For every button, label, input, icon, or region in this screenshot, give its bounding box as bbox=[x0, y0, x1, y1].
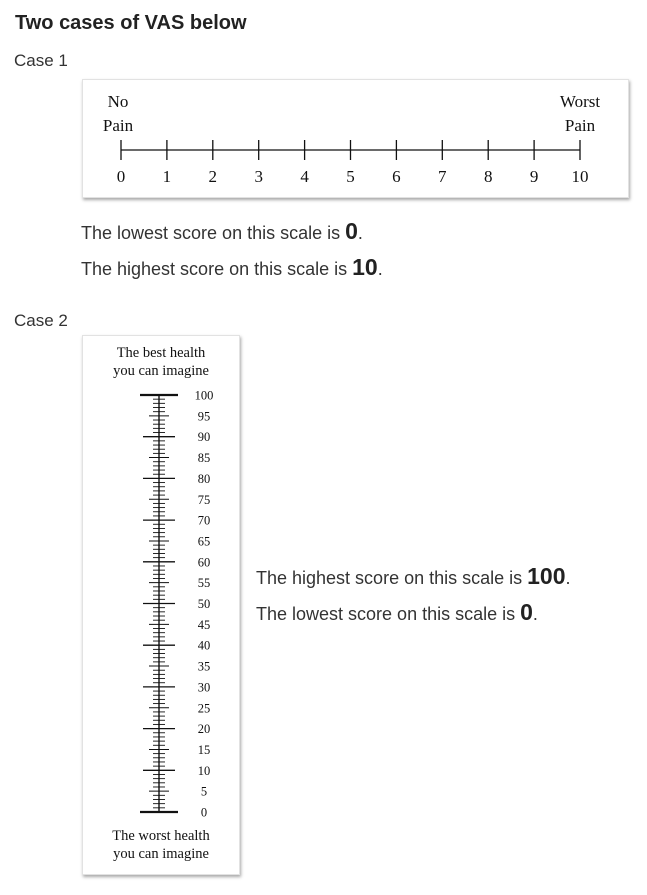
case1-scale-tick-label: 3 bbox=[254, 167, 263, 186]
case2-highest-value: 100 bbox=[527, 563, 566, 589]
case2-scale-tick-label: 40 bbox=[197, 638, 211, 653]
case1-statement-highest-suffix: . bbox=[377, 259, 383, 279]
case2-statement-lowest-text: The lowest score on this scale is bbox=[256, 604, 521, 624]
case2-top-anchor-line2: you can imagine bbox=[113, 363, 209, 379]
case1-statement-highest bbox=[81, 254, 383, 281]
case2-scale-tick-label: 30 bbox=[197, 680, 211, 695]
case2-scale-tick-label: 45 bbox=[197, 617, 211, 632]
case2-statement-highest bbox=[256, 563, 571, 590]
case2-top-anchor-line1: The best health bbox=[116, 345, 206, 361]
case1-scale-tick-label: 1 bbox=[162, 167, 172, 186]
case2-vas-card bbox=[82, 335, 240, 875]
case2-scale-tick-label: 70 bbox=[197, 513, 211, 528]
case1-scale-tick-label: 5 bbox=[346, 167, 355, 186]
case2-scale-tick-label: 75 bbox=[197, 492, 211, 507]
case2-statement-lowest-suffix: . bbox=[532, 604, 538, 624]
case1-scale-tick-label: 4 bbox=[300, 167, 309, 186]
case2-scale-tick-label: 55 bbox=[197, 576, 211, 591]
page-heading: Two cases of VAS below bbox=[15, 12, 247, 34]
case1-scale-tick-label: 10 bbox=[571, 167, 589, 186]
case2-statement-highest-suffix: . bbox=[565, 568, 571, 588]
case1-statement-lowest-text: The lowest score on this scale is bbox=[81, 223, 346, 243]
case2-scale-tick-label: 10 bbox=[197, 763, 211, 778]
case1-statement-highest-text: The highest score on this scale is bbox=[81, 259, 353, 279]
case2-scale-tick-label: 5 bbox=[200, 784, 208, 799]
case1-statement-lowest bbox=[81, 218, 363, 245]
case1-scale-tick-label: 0 bbox=[116, 167, 126, 186]
case1-vas-card bbox=[82, 79, 629, 198]
case1-lowest-value: 0 bbox=[345, 218, 358, 244]
case1-right-anchor-line2: Pain bbox=[564, 116, 596, 135]
case2-statement-highest-text: The highest score on this scale is bbox=[256, 568, 528, 588]
case2-scale-tick-label: 90 bbox=[197, 430, 211, 445]
case1-scale-tick-label: 9 bbox=[529, 167, 539, 186]
case1-left-anchor-line1: No bbox=[107, 92, 129, 111]
case2-scale-tick-label: 50 bbox=[197, 597, 211, 611]
case1-scale-tick-label: 6 bbox=[392, 167, 401, 186]
case2-scale-tick-label: 15 bbox=[197, 742, 211, 757]
case1-right-anchor-line1: Worst bbox=[559, 92, 601, 111]
case1-label: Case 1 bbox=[14, 51, 68, 70]
case2-label: Case 2 bbox=[14, 311, 68, 330]
case1-scale-tick-label: 8 bbox=[483, 167, 493, 186]
case1-statement-lowest-suffix: . bbox=[357, 223, 363, 243]
case2-bottom-anchor-line2: you can imagine bbox=[113, 846, 209, 862]
case1-left-anchor-line2: Pain bbox=[102, 116, 134, 135]
case2-bottom-anchor bbox=[83, 827, 239, 863]
case2-scale-tick-label: 0 bbox=[200, 805, 208, 820]
case2-vertical-scale bbox=[83, 336, 239, 874]
case1-scale-tick-label: 7 bbox=[438, 167, 447, 186]
case1-scale-tick-label: 2 bbox=[208, 167, 218, 186]
case2-scale-tick-label: 35 bbox=[197, 659, 211, 674]
case2-scale-tick-label: 95 bbox=[197, 409, 211, 424]
case1-horizontal-scale bbox=[83, 80, 628, 197]
case2-scale-tick-label: 20 bbox=[197, 722, 211, 737]
case2-scale-tick-label: 100 bbox=[194, 388, 214, 403]
case2-scale-tick-label: 80 bbox=[197, 471, 211, 486]
case1-highest-value: 10 bbox=[352, 254, 378, 280]
case2-scale-tick-label: 65 bbox=[197, 534, 211, 549]
case2-bottom-anchor-line1: The worst health bbox=[112, 828, 210, 844]
case2-scale-tick-label: 25 bbox=[197, 701, 211, 716]
case2-scale-tick-label: 60 bbox=[197, 555, 211, 570]
case2-scale-tick-label: 85 bbox=[197, 451, 211, 466]
case2-lowest-value: 0 bbox=[520, 599, 533, 625]
case2-statement-lowest bbox=[256, 599, 538, 626]
